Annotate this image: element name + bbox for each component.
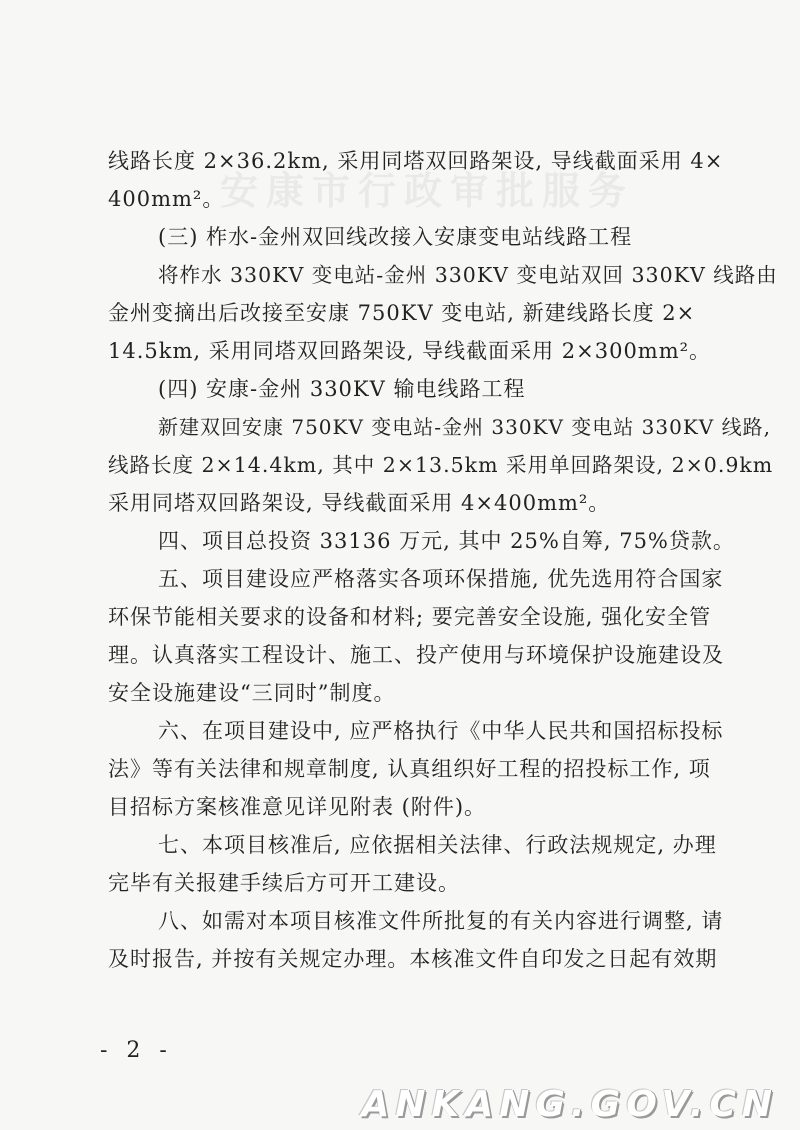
page-number: - 2 - [100,1038,173,1063]
body-line: 完毕有关报建手续后方可开工建设。 [108,871,460,895]
body-line: 线路长度 2×14.4km, 其中 2×13.5km 采用单回路架设, 2×0.9km [108,453,774,477]
body-line: 环保节能相关要求的设备和材料; 要完善安全设施, 强化安全管 [108,605,712,629]
body-line: 五、项目建设应严格落实各项环保措施, 优先选用符合国家 [158,567,724,591]
body-line: 采用同塔双回路架设, 导线截面采用 4×400mm²。 [108,491,611,515]
body-line: 法》等有关法律和规章制度, 认真组织好工程的招投标工作, 项 [108,757,711,781]
body-line: 七、本项目核准后, 应依据相关法律、行政法规规定, 办理 [158,833,717,857]
body-line: 将柞水 330KV 变电站-金州 330KV 变电站双回 330KV 线路由 [158,263,778,287]
body-line: 目招标方案核准意见详见附表 (附件)。 [108,795,487,819]
body-line: 及时报告, 并按有关规定办理。本核准文件自印发之日起有效期 [108,947,718,971]
site-watermark: ANKANG.GOV.CN [361,1084,778,1125]
body-line: 新建双回安康 750KV 变电站-金州 330KV 变电站 330KV 线路, [158,415,771,439]
body-line: 金州变摘出后改接至安康 750KV 变电站, 新建线路长度 2× [108,301,696,325]
bleed-through-text: 安康市行政审批服务 [220,168,635,213]
body-line: 400mm²。 [108,187,225,211]
body-line: 安全设施建设“三同时”制度。 [108,681,396,705]
body-line: 理。认真落实工程设计、施工、投产使用与环境保护设施建设及 [108,643,724,667]
body-line: 八、如需对本项目核准文件所批复的有关内容进行调整, 请 [158,909,724,933]
body-line: 14.5km, 采用同塔双回路架设, 导线截面采用 2×300mm²。 [108,339,712,363]
section-heading: (三) 柞水-金州双回线改接入安康变电站线路工程 [158,225,633,249]
body-line: 线路长度 2×36.2km, 采用同塔双回路架设, 导线截面采用 4× [108,149,724,173]
body-line: 四、项目总投资 33136 万元, 其中 25%自筹, 75%贷款。 [158,529,735,553]
body-line: 六、在项目建设中, 应严格执行《中华人民共和国招标投标 [158,719,724,743]
section-heading: (四) 安康-金州 330KV 输电线路工程 [158,377,526,401]
